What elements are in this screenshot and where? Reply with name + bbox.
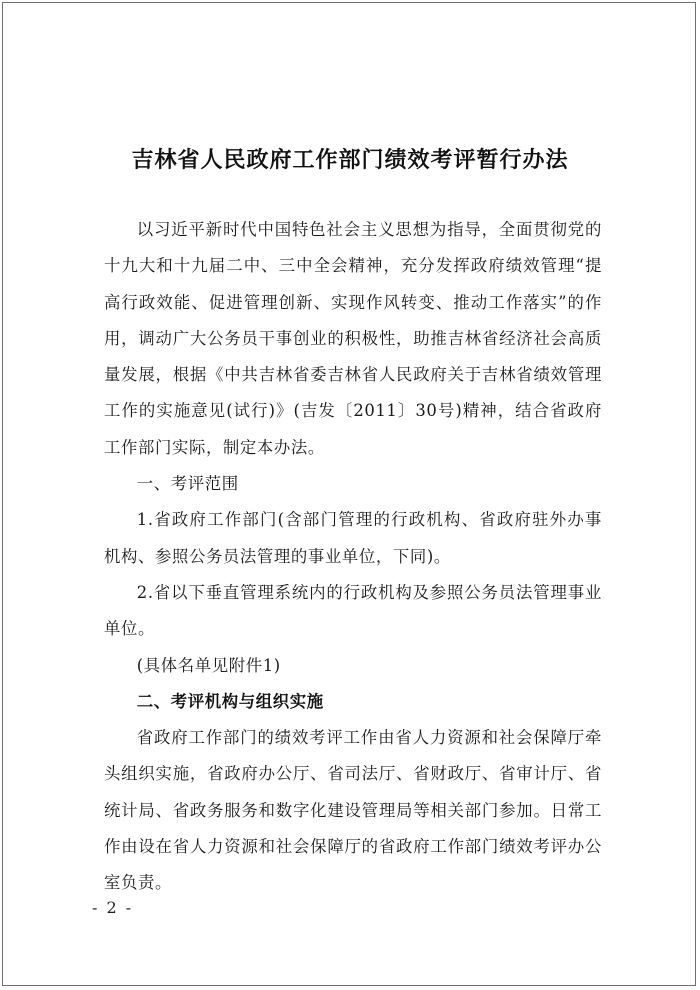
document-body (104, 212, 602, 902)
page-number: - 2 - (92, 898, 134, 917)
section-2-heading: 二、考评机构与组织实施 (136, 691, 324, 711)
document-title: 吉林省人民政府工作部门绩效考评暂行办法 (131, 148, 569, 173)
section-2-paragraph: 省政府工作部门的绩效考评工作由省人力资源和社会保障厅牵头组织实施，省政府办公厅、省司法厅、省财政厅、省审计厅、省统计局、省政务服务和数字化建设管理局等相关部门参加。日常工作由设在省人力资源和社会保障厅的省政府工作部门绩效考评办公室负责。 (104, 728, 602, 893)
section-1-item-2: 2.省以下垂直管理系统内的行政机构及参照公务员法管理事业单位。 (104, 582, 602, 639)
section-1-note: (具体名单见附件1) (136, 655, 281, 675)
section-1-item-1: 1.省政府工作部门(含部门管理的行政机构、省政府驻外办事机构、参照公务员法管理的事业单位，下同)。 (104, 510, 602, 566)
section-1-heading: 一、考评范围 (136, 474, 239, 494)
intro-paragraph: 以习近平新时代中国特色社会主义思想为指导，全面贯彻党的十九大和十九届二中、三中全会精神，充分发挥政府绩效管理“提高行政效能、促进管理创新、实现作风转变、推动工作落实”的作用，调动广大公务员干事创业的积极性，助推吉林省经济社会高质量发展，根据《中共吉林省委吉林省人民政府关于吉林省绩效管理工作的实施意见(试行)》(吉发〔2011〕30号)精神，结合省政府工作部门实际，制定本办法。 (104, 220, 602, 457)
